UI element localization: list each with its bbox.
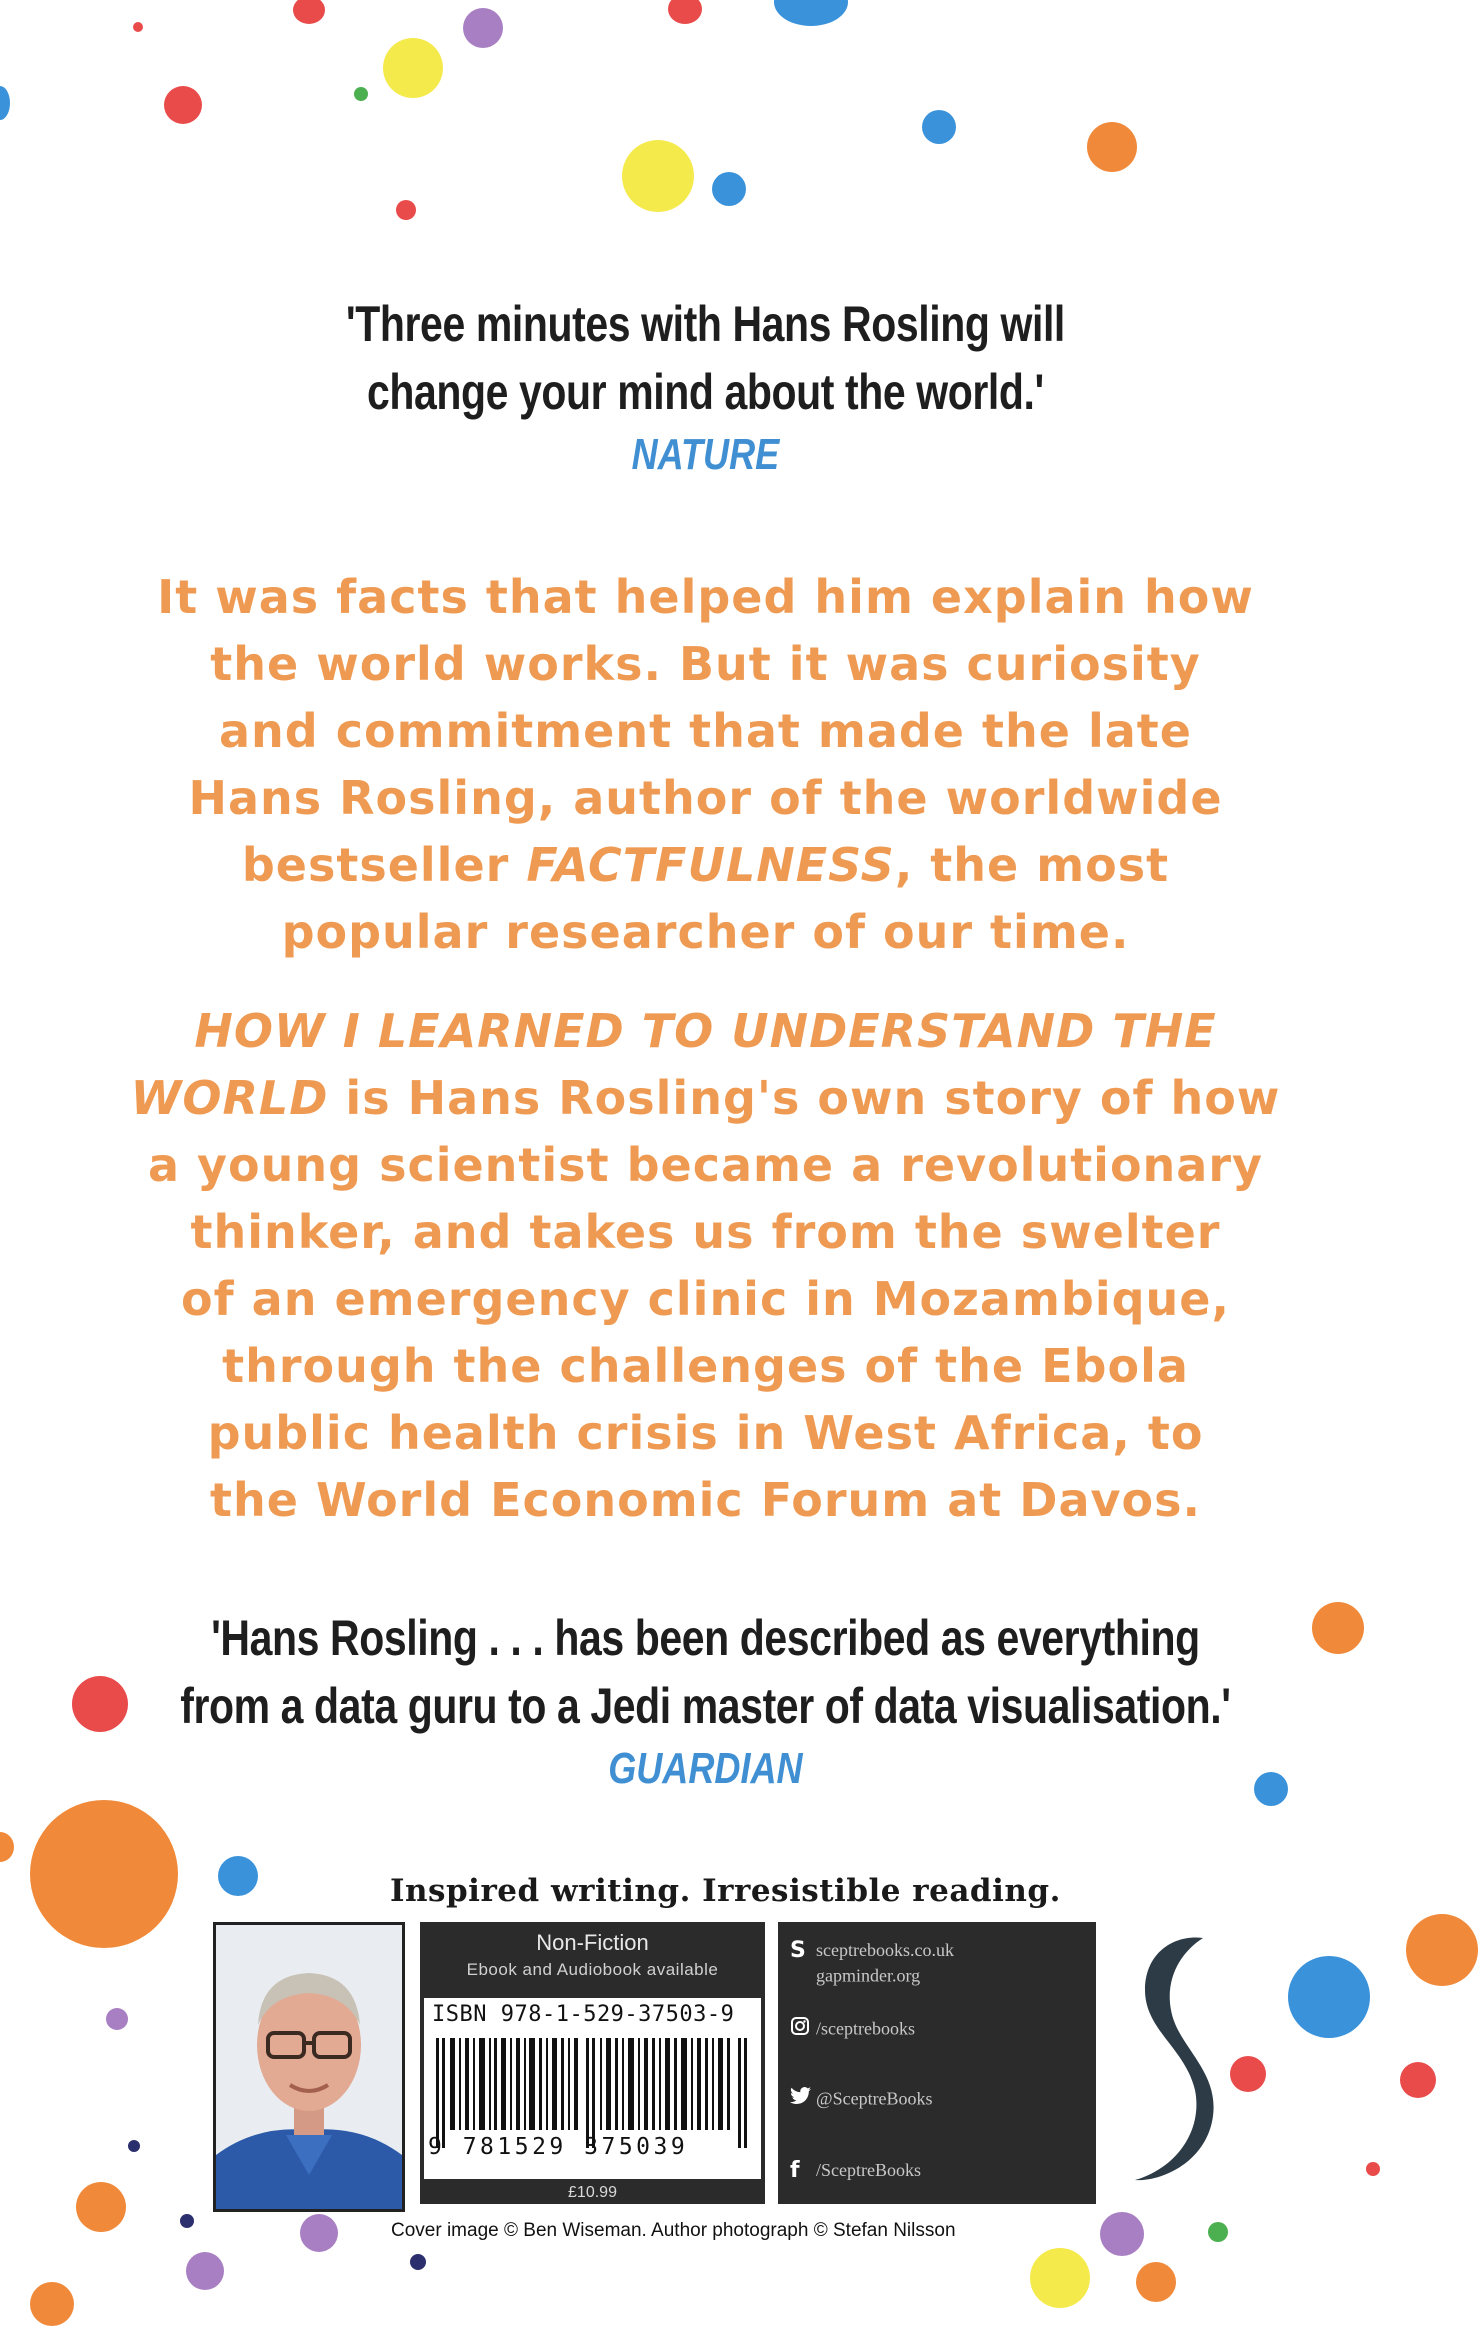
blurb-line: the world works. But it was curiosity [210,637,1201,691]
dot [712,172,746,206]
availability-label: Ebook and Audiobook available [466,1960,719,1979]
blurb-paragraph-1 [0,564,1411,966]
photo-credit: Cover image © Ben Wiseman. Author photograph © Stefan Nilsson [391,2220,956,2241]
top-quote [127,290,1284,426]
category-label: Non-Fiction [536,1930,649,1955]
dot [76,2182,126,2232]
twitter-handle[interactable]: @SceptreBooks [816,2088,933,2109]
gapminder-link[interactable]: gapminder.org [816,1965,921,1986]
blurb-line: Hans Rosling, author of the worldwide [188,771,1223,825]
twitter-row [790,2086,933,2112]
blurb-line: popular researcher of our time. [281,905,1130,959]
blurb-text: is Hans Rosling's own story of how [328,1071,1281,1125]
book-title-factfulness: FACTFULNESS [526,838,895,892]
dot [128,2140,140,2152]
dot [72,1676,128,1732]
quote-source-guardian: GUARDIAN [608,1744,803,1793]
dot [1136,2262,1176,2302]
blurb-line [0,1065,1411,1132]
dot [0,86,10,120]
blurb-line: through the challenges of the Ebola [222,1339,1189,1393]
dot [1208,2222,1228,2242]
dot [410,2254,426,2270]
book-title: WORLD [130,1071,329,1125]
blurb-line: a young scientist became a revolutionary [147,1138,1264,1192]
sceptre-logo [1115,1930,1225,2200]
dot [774,0,848,26]
isbn-number: ISBN 978-1-529-37503-9 [432,2002,735,2027]
facebook-row [790,2158,921,2183]
dot [218,1856,258,1896]
dot [1087,122,1137,172]
dot [1312,1602,1364,1654]
dot [293,0,325,24]
dot [396,200,416,220]
quote-line: change your mind about the world.' [366,364,1044,420]
dot [383,38,443,98]
blurb-text: , the most [894,838,1170,892]
dot [164,86,202,124]
dot [1100,2212,1144,2256]
book-title: HOW I LEARNED TO UNDERSTAND THE [194,1004,1217,1058]
sceptre-s-icon: S [790,1938,806,1963]
bottom-quote [127,1604,1284,1740]
quote-line: 'Three minutes with Hans Rosling will [345,296,1065,352]
dot [300,2214,338,2252]
blurb-paragraph-2 [0,998,1411,1534]
facebook-icon: f [790,2158,800,2183]
dot [1030,2248,1090,2308]
quote-line: 'Hans Rosling . . . has been described as everything [211,1610,1200,1666]
dot [922,110,956,144]
barcode-panel [420,1922,765,2204]
dot [1288,1956,1370,2038]
facebook-handle[interactable]: /SceptreBooks [816,2160,921,2180]
dot [1406,1914,1478,1986]
dot [668,0,702,24]
dot [106,2008,128,2030]
dot [1366,2162,1380,2176]
dot [180,2214,194,2228]
blurb-line [0,832,1411,899]
instagram-handle[interactable]: /sceptrebooks [816,2018,915,2039]
blurb-line: the World Economic Forum at Davos. [210,1473,1201,1527]
author-portrait-illustration [216,1925,402,2209]
price-label: £10.99 [568,2184,617,2201]
blurb-text: bestseller [241,838,527,892]
twitter-bird-icon [790,2086,816,2112]
dot [622,140,694,212]
instagram-row [790,2016,915,2042]
publisher-links-panel [778,1922,1096,2204]
blurb-line: of an emergency clinic in Mozambique, [181,1272,1230,1326]
website-link[interactable]: sceptrebooks.co.uk [816,1940,954,1960]
blurb-line: public health crisis in West Africa, to [207,1406,1204,1460]
dot [0,1832,14,1862]
publisher-tagline: Inspired writing. Irresistible reading. [390,1873,1061,1909]
barcode-area [424,1998,761,2179]
blurb-line: thinker, and takes us from the swelter [190,1205,1221,1259]
blurb-line: It was facts that helped him explain how [157,570,1254,624]
dot [30,2282,74,2326]
website-row-2 [816,1964,920,1986]
dot [1400,2062,1436,2098]
website-row [790,1938,954,1963]
dot [463,8,503,48]
blurb-line [0,998,1411,1065]
blurb-line: and commitment that made the late [219,704,1192,758]
dot [186,2252,224,2290]
dot [1230,2056,1266,2092]
quote-source-nature: NATURE [631,430,780,479]
instagram-icon [790,2016,816,2042]
author-photo [213,1922,405,2212]
dot [30,1800,178,1948]
barcode-digits: 9 781529 375039 [428,2134,689,2160]
barcode-icon [432,2038,754,2148]
dot [354,87,368,101]
quote-line: from a data guru to a Jedi master of data visualisation.' [180,1678,1231,1734]
dot [133,22,143,32]
